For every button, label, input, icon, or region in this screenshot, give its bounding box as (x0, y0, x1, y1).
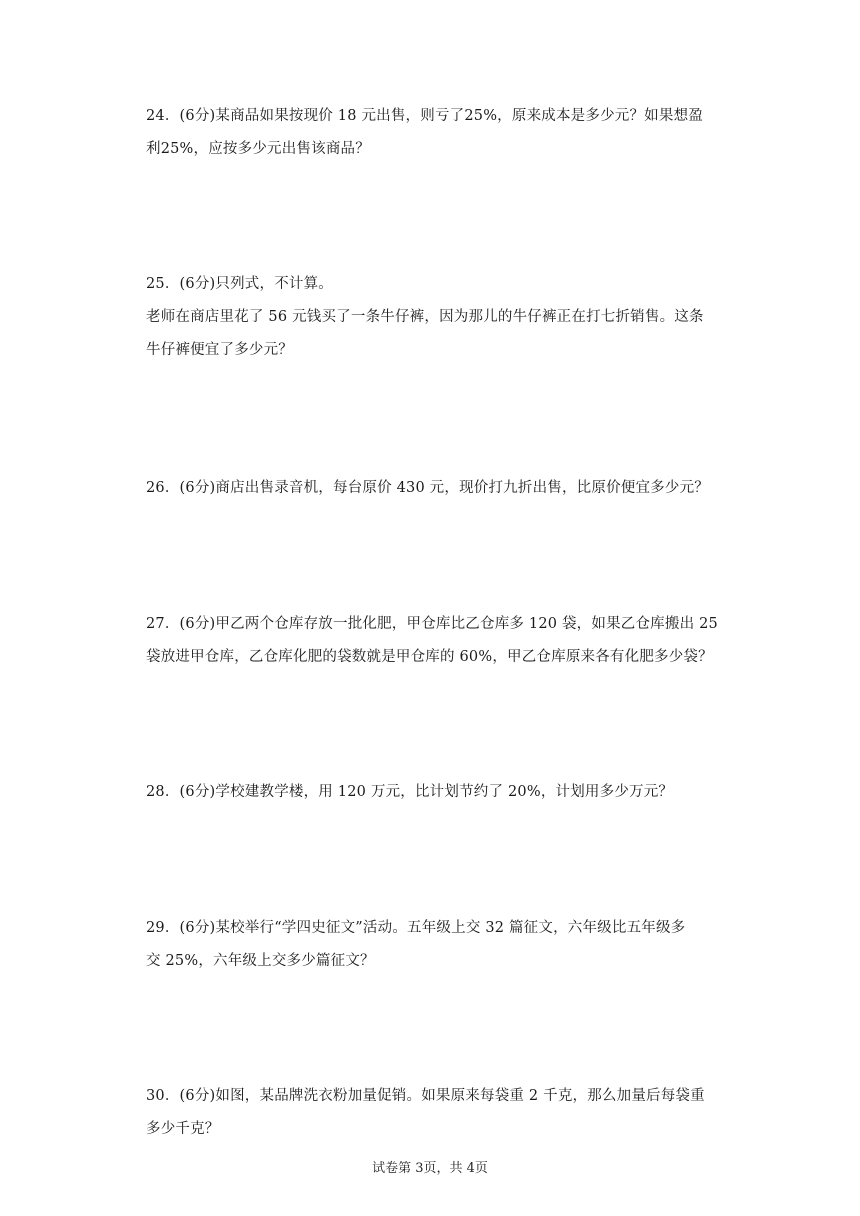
problem-line: 27．(6分)甲乙两个仓库存放一批化肥，甲仓库比乙仓库多 120 袋，如果乙仓库搬出 25 (146, 616, 718, 632)
problem-24 (146, 106, 718, 159)
problem-line: 老师在商店里花了 56 元钱买了一条牛仔裤，因为那儿的牛仔裤正在打七折销售。这条 (146, 309, 704, 325)
problem-line: 28．(6分)学校建教学楼，用 120 万元，比计划节约了 20%，计划用多少万元？ (146, 784, 674, 800)
problem-line: 交 25%，六年级上交多少篇征文？ (146, 953, 375, 969)
problem-26 (146, 478, 718, 498)
problem-line: 多少千克？ (146, 1121, 220, 1137)
page-footer: 试卷第 3页，共 4页 (372, 1161, 488, 1176)
problem-line: 牛仔裤便宜了多少元？ (146, 342, 293, 358)
problem-line: 25．(6分)只列式，不计算。 (146, 276, 333, 292)
problem-27 (146, 614, 718, 667)
problem-line: 30．(6分)如图，某品牌洗衣粉加量促销。如果原来每袋重 2 千克，那么加量后每袋重 (146, 1088, 705, 1104)
problem-30 (146, 1086, 718, 1139)
problem-line: 24．(6分)某商品如果按现价 18 元出售，则亏了25%，原来成本是多少元？如果想盈 (146, 108, 703, 124)
problem-line: 袋放进甲仓库，乙仓库化肥的袋数就是甲仓库的 60%，甲乙仓库原来各有化肥多少袋？ (146, 649, 713, 665)
problem-28 (146, 782, 718, 802)
problem-line: 26．(6分)商店出售录音机，每台原价 430 元，现价打九折出售，比原价便宜多少元？ (146, 480, 709, 496)
problem-29 (146, 918, 718, 971)
problem-line: 29．(6分)某校举行“学四史征文”活动。五年级上交 32 篇征文，六年级比五年级多 (146, 920, 686, 936)
problem-line: 利25%，应按多少元出售该商品？ (146, 141, 370, 157)
problem-25 (146, 274, 718, 360)
